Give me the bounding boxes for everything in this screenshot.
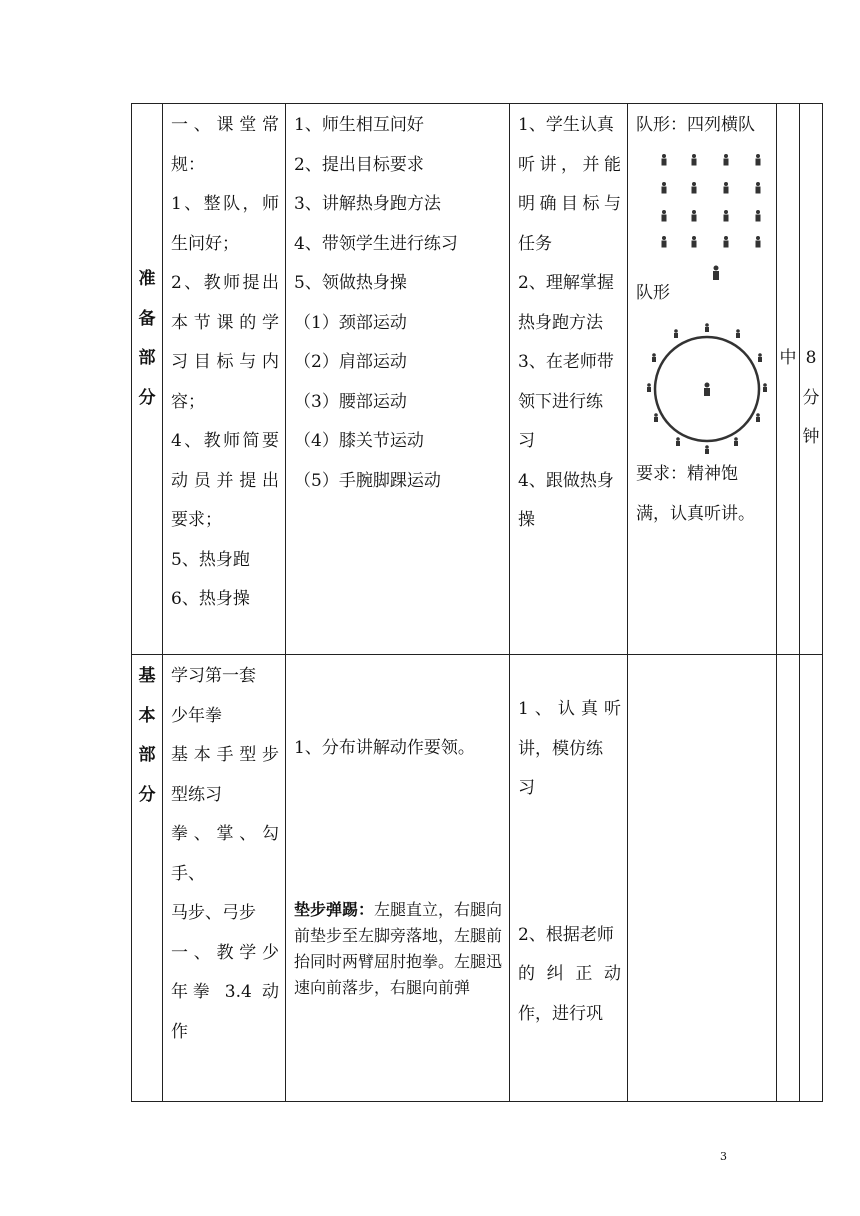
basic-organization-cell — [628, 655, 777, 1102]
basic-intensity-cell — [777, 655, 800, 1102]
basic-time-cell — [800, 655, 823, 1102]
circle-formation-title: 队形 — [636, 282, 670, 303]
four-row-formation-diagram — [656, 150, 766, 280]
prep-organization-cell — [628, 104, 777, 655]
prep-row — [132, 104, 823, 655]
basic-teacher-cell: 1、分布讲解动作要领。 垫步弹踢：左腿直立，右腿向前垫步至左脚旁落地，左腿前抬同时两臂屈肘抱拳。左腿迅速向前落步，右腿向前弹 — [286, 655, 510, 1102]
requirement-line-1: 要求：精神饱 — [636, 464, 738, 484]
circle-formation-diagram — [642, 319, 772, 459]
basic-row — [132, 655, 823, 1102]
prep-student-cell: 1、学生认真 听讲，并能 明确目标与 任务 2、理解掌握 热身跑方法 3、在老师带 领下进行练 习 4、跟做热身 操 — [510, 104, 628, 655]
teacher-icon — [713, 265, 719, 280]
basic-content-cell: 学习第一套 少年拳 基本手型步 型练习 拳、掌、勾 手、 马步、弓步 一、教学少 年拳 3.4 动 作 — [163, 655, 286, 1102]
student-icon-grid — [662, 154, 761, 248]
lesson-plan-table — [131, 103, 823, 1102]
requirement-line-2: 满，认真听讲。 — [636, 503, 755, 524]
prep-teacher-cell: 1、师生相互问好 2、提出目标要求 3、讲解热身跑方法 4、带领学生进行练习 5、领做热身操 （1）颈部运动 （2）肩部运动 （3）腰部运动 （4）膝关节运动 （5）手腕脚踝运动 — [286, 104, 510, 655]
basic-student-cell: 1、认真听 讲，模仿练 习 2、根据老师 的纠正动 作，进行巩 — [510, 655, 628, 1102]
kick-step-description: 垫步弹踢：左腿直立，右腿向前垫步至左脚旁落地，左腿前抬同时两臂屈肘抱拳。左腿迅速向前落步，右腿向前弹 — [294, 899, 503, 997]
prep-time-cell: 8 分 钟 — [800, 104, 823, 655]
basic-part-label: 基 本 部 分 — [132, 655, 163, 1102]
prep-intensity-cell: 中 — [777, 104, 800, 655]
page-number: 3 — [720, 1150, 727, 1163]
prep-content-cell: 一、课堂常 规： 1、整队，师 生问好； 2、教师提出 本节课的学 习目标与内 容； 4、教师简要 动员并提出 要求； 5、热身跑 6、热身操 — [163, 104, 286, 655]
circle-teacher-icon — [704, 383, 710, 397]
prep-part-label: 准 备 部 分 — [132, 104, 163, 655]
formation-title: 队形：四列横队 — [636, 115, 755, 135]
